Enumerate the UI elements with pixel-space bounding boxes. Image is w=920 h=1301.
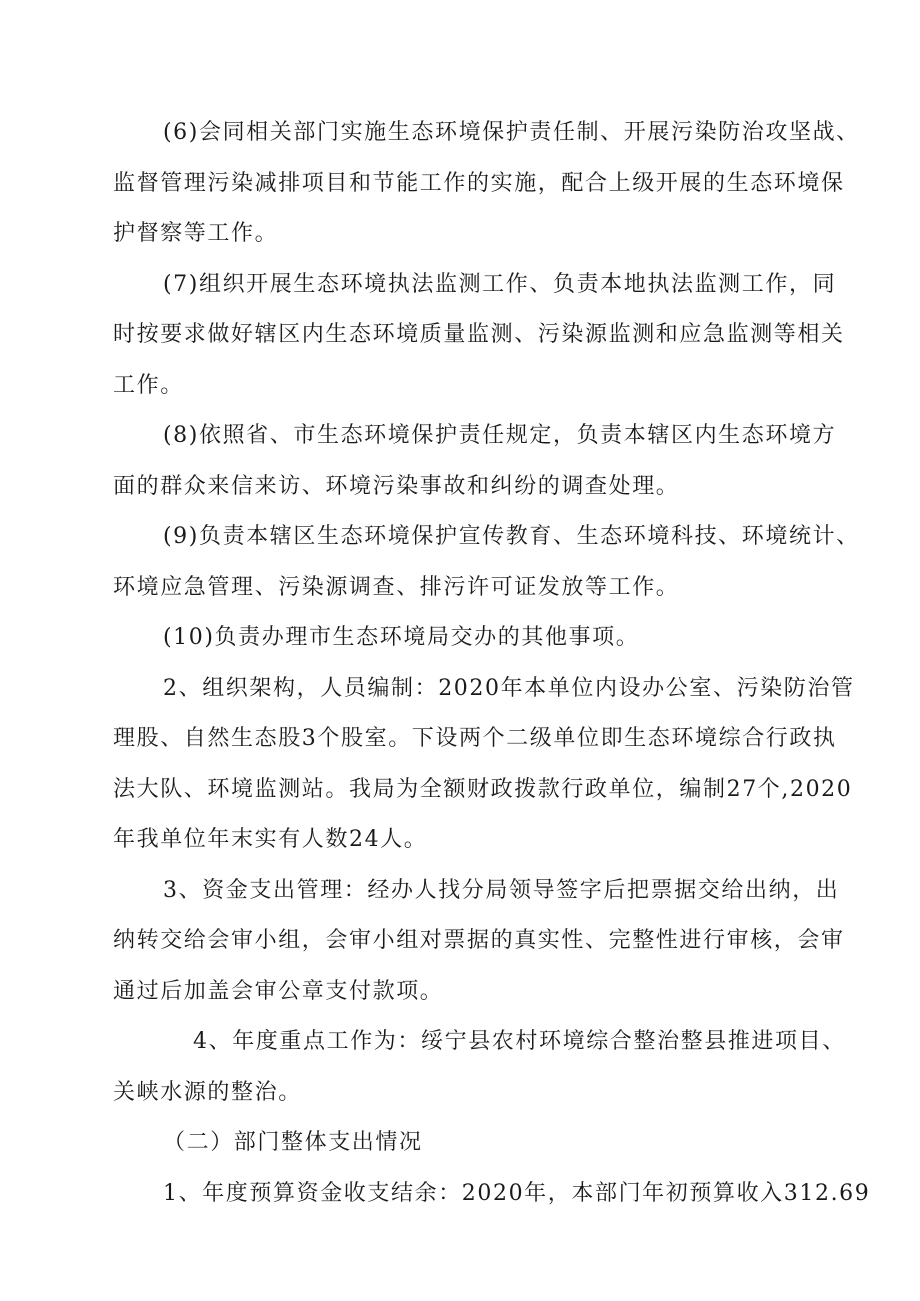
paragraph-7-line-2: 时按要求做好辖区内生态环境质量监测、污染源监测和应急监测等相关 (113, 322, 845, 347)
paragraph-6-line-3: 护督察等工作。 (113, 221, 279, 246)
fund-management-line-3: 通过后加盖会审公章支付款项。 (113, 979, 444, 1004)
organization-structure-line-1: 2、组织架构，人员编制：2020年本单位内设办公室、污染防治管 (163, 676, 855, 701)
paragraph-10-line-1: (10)负责办理市生态环境局交办的其他事项。 (163, 625, 640, 650)
paragraph-9-line-1: (9)负责本辖区生态环境保护宣传教育、生态环境科技、环境统计、 (163, 524, 860, 549)
fund-management-line-1: 3、资金支出管理：经办人找分局领导签字后把票据交给出纳，出 (163, 878, 840, 903)
paragraph-7-line-3: 工作。 (113, 373, 184, 398)
paragraph-6-line-1: (6)会同相关部门实施生态环境保护责任制、开展污染防治攻坚战、 (163, 120, 860, 145)
section-heading: （二）部门整体支出情况 (163, 1130, 423, 1155)
fund-management-line-2: 纳转交给会审小组，会审小组对票据的真实性、完整性进行审核，会审 (113, 928, 845, 953)
key-work-line-1: 4、年度重点工作为：绥宁县农村环境综合整治整县推进项目、 (193, 1029, 846, 1054)
paragraph-6-line-2: 监督管理污染减排项目和节能工作的实施，配合上级开展的生态环境保 (113, 171, 845, 196)
organization-structure-line-2: 理股、自然生态股3个股室。下设两个二级单位即生态环境综合行政执 (113, 726, 837, 751)
paragraph-8-line-2: 面的群众来信来访、环境污染事故和纠纷的调查处理。 (113, 474, 680, 499)
paragraph-8-line-1: (8)依照省、市生态环境保护责任规定，负责本辖区内生态环境方 (163, 423, 837, 448)
paragraph-9-line-2: 环境应急管理、污染源调查、排污许可证发放等工作。 (113, 575, 680, 600)
key-work-line-2: 关峡水源的整治。 (113, 1080, 302, 1105)
budget-summary-line-1: 1、年度预算资金收支结余：2020年，本部门年初预算收入312.69 (163, 1181, 871, 1206)
paragraph-7-line-1: (7)组织开展生态环境执法监测工作、负责本地执法监测工作，同 (163, 272, 837, 297)
organization-structure-line-4: 年我单位年末实有人数24人。 (113, 827, 428, 852)
organization-structure-line-3: 法大队、环境监测站。我局为全额财政拨款行政单位，编制27个,2020 (113, 777, 853, 802)
